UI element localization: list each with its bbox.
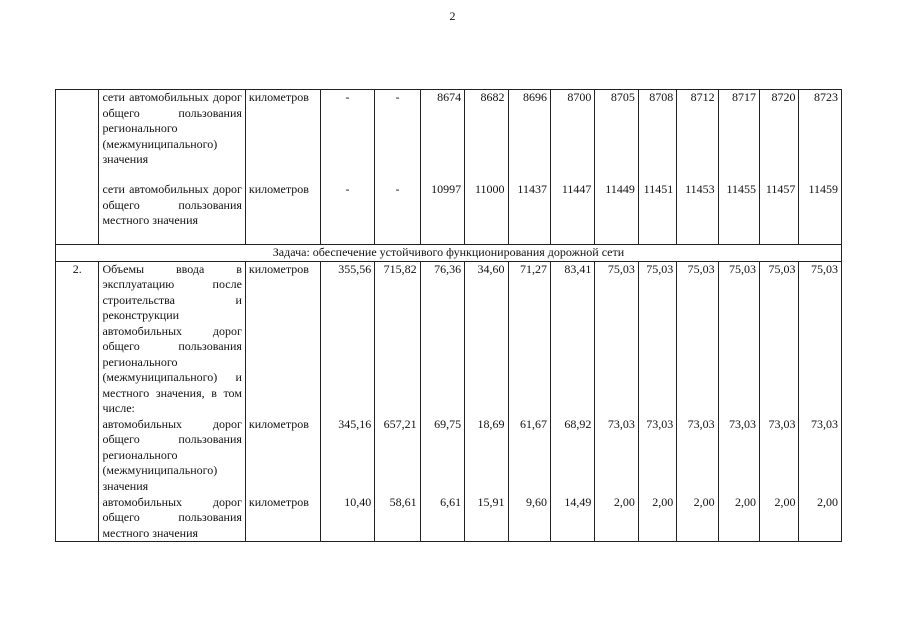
value-cell: 2,00: [718, 495, 759, 542]
value-cell: 8717: [718, 90, 759, 183]
value-cell: 83,41: [550, 261, 594, 417]
value-cell: 8682: [465, 90, 508, 183]
value-cell: 8723: [799, 90, 842, 183]
value-cell: 58,61: [375, 495, 420, 542]
value-cell: 73,03: [638, 417, 676, 495]
table-row: [56, 90, 842, 183]
item-number-cell: [56, 90, 99, 245]
value-cell: 11453: [677, 182, 718, 245]
table-row: [56, 495, 842, 542]
value-cell: 2,00: [638, 495, 676, 542]
table-row: [56, 417, 842, 495]
value-cell: -: [320, 90, 375, 183]
value-cell: 8700: [550, 90, 594, 183]
value-cell: 71,27: [508, 261, 550, 417]
value-cell: -: [375, 182, 420, 245]
value-cell: 73,03: [677, 417, 718, 495]
value-cell: 10997: [420, 182, 464, 245]
value-cell: 715,82: [375, 261, 420, 417]
page-number: 2: [449, 9, 456, 23]
item-number-cell: 2.: [56, 261, 99, 542]
value-cell: 75,03: [718, 261, 759, 417]
indicator-name: сети автомобильных дорог общего пользования регионального (межмуниципального) значения: [99, 90, 245, 183]
value-cell: 355,56: [320, 261, 375, 417]
value-cell: 11447: [550, 182, 594, 245]
value-cell: 8696: [508, 90, 550, 183]
indicator-name: автомобильных дорог общего пользования местного значения: [99, 495, 245, 542]
value-cell: 345,16: [320, 417, 375, 495]
value-cell: 11451: [638, 182, 676, 245]
value-cell: 75,03: [595, 261, 638, 417]
value-cell: 61,67: [508, 417, 550, 495]
unit-cell: километров: [245, 417, 320, 495]
value-cell: 73,03: [760, 417, 799, 495]
value-cell: 75,03: [638, 261, 676, 417]
table-row: [56, 261, 842, 417]
value-cell: 8720: [760, 90, 799, 183]
value-cell: 2,00: [595, 495, 638, 542]
indicator-name: сети автомобильных дорог общего пользования местного значения: [99, 182, 245, 245]
value-cell: 11455: [718, 182, 759, 245]
value-cell: 69,75: [420, 417, 464, 495]
unit-cell: километров: [245, 261, 320, 417]
value-cell: 34,60: [465, 261, 508, 417]
value-cell: 8674: [420, 90, 464, 183]
value-cell: 11459: [799, 182, 842, 245]
unit-cell: километров: [245, 90, 320, 183]
value-cell: 11000: [465, 182, 508, 245]
value-cell: 18,69: [465, 417, 508, 495]
value-cell: 11449: [595, 182, 638, 245]
value-cell: 9,60: [508, 495, 550, 542]
value-cell: 76,36: [420, 261, 464, 417]
value-cell: 73,03: [595, 417, 638, 495]
value-cell: 8708: [638, 90, 676, 183]
value-cell: -: [320, 182, 375, 245]
indicator-name: Объемы ввода в эксплуатацию после строительства и реконструкции автомобильных дорог общего пользования регионального (межмуниципального) и местного значения, в том числе:: [99, 261, 245, 417]
unit-cell: километров: [245, 495, 320, 542]
indicators-table: [55, 89, 842, 542]
value-cell: 8705: [595, 90, 638, 183]
task-heading: Задача: обеспечение устойчивого функционирования дорожной сети: [56, 245, 842, 262]
task-row: [56, 245, 842, 262]
value-cell: 73,03: [718, 417, 759, 495]
value-cell: 2,00: [760, 495, 799, 542]
value-cell: 6,61: [420, 495, 464, 542]
value-cell: -: [375, 90, 420, 183]
value-cell: 15,91: [465, 495, 508, 542]
value-cell: 73,03: [799, 417, 842, 495]
value-cell: 75,03: [677, 261, 718, 417]
value-cell: 11457: [760, 182, 799, 245]
value-cell: 10,40: [320, 495, 375, 542]
value-cell: 8712: [677, 90, 718, 183]
value-cell: 2,00: [799, 495, 842, 542]
value-cell: 657,21: [375, 417, 420, 495]
value-cell: 14,49: [550, 495, 594, 542]
indicator-name: автомобильных дорог общего пользования регионального (межмуниципального) значения: [99, 417, 245, 495]
table-row: [56, 182, 842, 245]
value-cell: 11437: [508, 182, 550, 245]
value-cell: 75,03: [760, 261, 799, 417]
unit-cell: километров: [245, 182, 320, 245]
value-cell: 2,00: [677, 495, 718, 542]
value-cell: 68,92: [550, 417, 594, 495]
value-cell: 75,03: [799, 261, 842, 417]
